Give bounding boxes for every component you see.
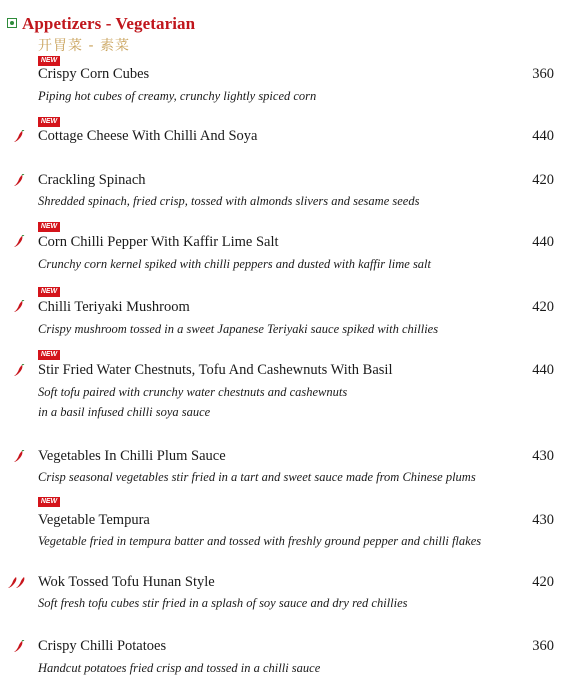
new-badge: NEW (38, 350, 60, 360)
chilli-icon (13, 450, 27, 464)
item-price: 440 (532, 362, 554, 378)
item-price: 440 (532, 128, 554, 144)
item-price: 420 (532, 299, 554, 315)
item-price: 440 (532, 234, 554, 250)
item-description: Crispy mushroom tossed in a sweet Japanese Teriyaki sauce spiked with chillies (38, 322, 439, 336)
section-title: Appetizers - Vegetarian (22, 14, 196, 33)
item-name: Crackling Spinach (38, 172, 146, 188)
new-badge: NEW (38, 117, 60, 127)
item-name: Vegetable Tempura (38, 512, 150, 528)
item-price: 420 (532, 574, 554, 590)
item-description: Soft fresh tofu cubes stir fried in a splash of soy sauce and dry red chillies (38, 596, 408, 610)
new-badge: NEW (38, 56, 60, 66)
chilli-icon (13, 235, 27, 249)
section-subtitle: 开胃菜 - 素菜 (38, 38, 130, 54)
item-price: 420 (532, 172, 554, 188)
chilli-icon (13, 174, 27, 188)
item-description: Piping hot cubes of creamy, crunchy lightly spiced corn (38, 89, 317, 103)
item-name: Corn Chilli Pepper With Kaffir Lime Salt (38, 234, 279, 250)
item-name: Crispy Corn Cubes (38, 66, 150, 82)
item-description: Crisp seasonal vegetables stir fried in a tart and sweet sauce made from Chinese plums (38, 470, 476, 484)
item-name: Wok Tossed Tofu Hunan Style (38, 574, 215, 590)
item-name: Stir Fried Water Chestnuts, Tofu And Cashewnuts With Basil (38, 362, 393, 378)
chilli-icon (13, 130, 27, 144)
chilli-icon (13, 364, 27, 378)
item-description-line-2: in a basil infused chilli soya sauce (38, 405, 211, 419)
item-description: Soft tofu paired with crunchy water chestnuts and cashewnuts (38, 385, 348, 399)
new-badge: NEW (38, 497, 60, 507)
new-badge: NEW (38, 287, 60, 297)
new-badge: NEW (38, 222, 60, 232)
double-chilli-icon (8, 576, 28, 590)
item-price: 430 (532, 512, 554, 528)
item-name: Cottage Cheese With Chilli And Soya (38, 128, 258, 144)
item-name: Chilli Teriyaki Mushroom (38, 299, 190, 315)
item-description: Shredded spinach, fried crisp, tossed with almonds slivers and sesame seeds (38, 194, 420, 208)
item-name: Vegetables In Chilli Plum Sauce (38, 448, 226, 464)
item-description: Vegetable fried in tempura batter and tossed with freshly ground pepper and chilli flakes (38, 534, 482, 548)
item-description: Crunchy corn kernel spiked with chilli peppers and dusted with kaffir lime salt (38, 257, 432, 271)
chilli-icon (13, 640, 27, 654)
item-name: Crispy Chilli Potatoes (38, 638, 167, 654)
item-description: Handcut potatoes fried crisp and tossed in a chilli sauce (38, 661, 321, 675)
item-price: 360 (532, 66, 554, 82)
item-price: 430 (532, 448, 554, 464)
chilli-icon (13, 300, 27, 314)
veg-symbol-icon (7, 18, 17, 28)
item-price: 360 (532, 638, 554, 654)
